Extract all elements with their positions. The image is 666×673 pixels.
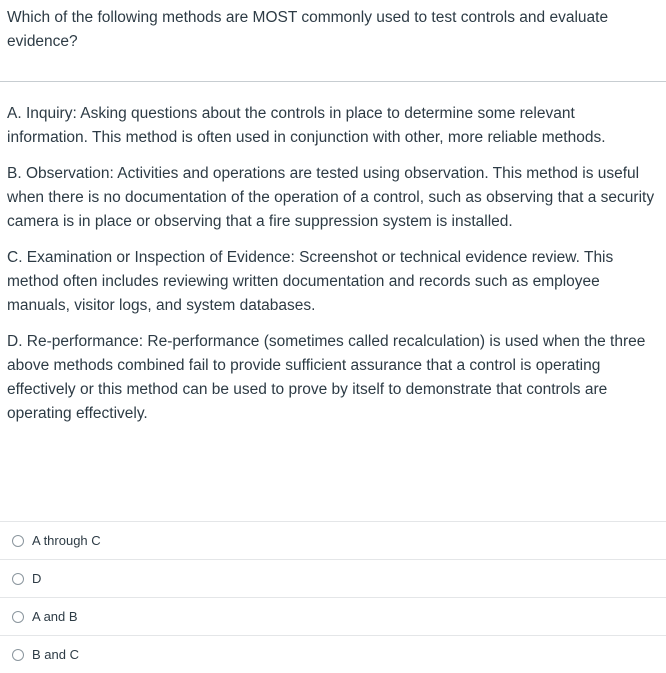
radio-button[interactable] [12, 611, 24, 623]
radio-button[interactable] [12, 573, 24, 585]
answer-choices [0, 521, 666, 673]
statement-d: D. Re-performance: Re-performance (sometimes called recalculation) is used when the three above methods combined fail to provide sufficient assurance that a control is operating effectively or this method can be used to prove by itself to demonstrate that controls are operating effectively. [7, 333, 646, 422]
radio-button[interactable] [12, 649, 24, 661]
answer-label[interactable]: B and C [32, 647, 79, 662]
statement-c: C. Examination or Inspection of Evidence: Screenshot or technical evidence review. This method often includes reviewing written documentation and records such as employee manuals, visitor logs, and system databases. [7, 249, 614, 314]
answer-option-d[interactable] [0, 559, 666, 597]
question-body [7, 102, 657, 438]
answer-label[interactable]: D [32, 571, 42, 586]
answer-option-a-and-b[interactable] [0, 597, 666, 635]
answer-label[interactable]: A through C [32, 533, 101, 548]
answer-label[interactable]: A and B [32, 609, 78, 624]
answer-option-a-through-c[interactable] [0, 521, 666, 559]
question-text: Which of the following methods are MOST commonly used to test controls and evaluate evidence? [7, 9, 609, 50]
statement-b: B. Observation: Activities and operations are tested using observation. This method is useful when there is no documentation of the operation of a control, such as observing that a security camera is in place or observing that a fire suppression system is installed. [7, 165, 655, 230]
statement-a: A. Inquiry: Asking questions about the controls in place to determine some relevant information. This method is often used in conjunction with other, more reliable methods. [7, 105, 606, 146]
answer-option-b-and-c[interactable] [0, 635, 666, 673]
radio-button[interactable] [12, 535, 24, 547]
question-divider [0, 81, 666, 82]
